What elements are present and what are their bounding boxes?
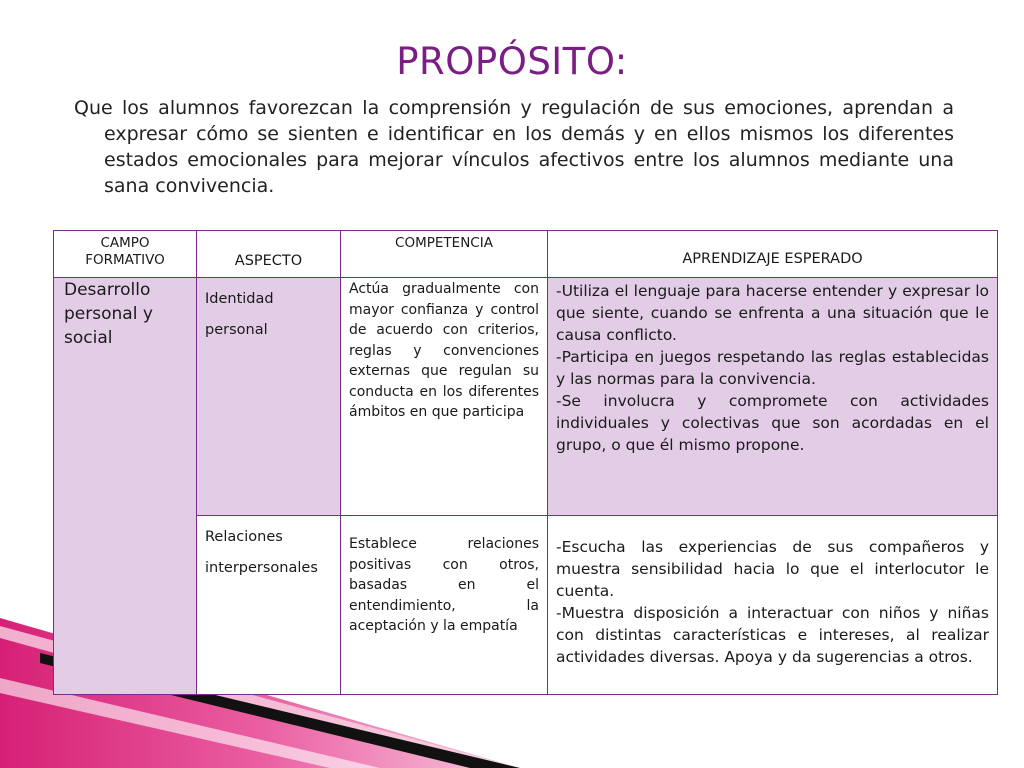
aprendizaje-item: -Utiliza el lenguaje para hacerse entender y expresar lo que siente, cuando se enfrenta a una situación que le causa conflicto. bbox=[556, 282, 989, 344]
aprendizaje-item: -Participa en juegos respetando las reglas establecidas y las normas para la convivencia. bbox=[556, 348, 989, 388]
competencia-cell: Establece relaciones positivas con otros, basadas en el entendimiento, la aceptación y la empatía bbox=[341, 516, 548, 695]
aprendizaje-item: -Escucha las experiencias de sus compañeros y muestra sensibilidad hacia lo que el interlocutor le cuenta. bbox=[556, 538, 989, 600]
header-aprendizaje-esperado: APRENDIZAJE ESPERADO bbox=[548, 231, 998, 278]
aprendizaje-item: -Muestra disposición a interactuar con niños y niñas con distintas características e intereses, al realizar actividades diversas. Apoya y da sugerencias a otros. bbox=[556, 604, 989, 666]
header-campo-formativo: CAMPO FORMATIVO bbox=[54, 231, 197, 278]
header-aspecto: ASPECTO bbox=[197, 231, 341, 278]
page-title: PROPÓSITO: bbox=[396, 40, 628, 83]
aprendizaje-cell bbox=[548, 278, 998, 516]
curriculum-table bbox=[53, 230, 998, 695]
table-header-row bbox=[54, 231, 998, 278]
purpose-paragraph bbox=[74, 95, 954, 199]
aprendizaje-cell bbox=[548, 516, 998, 695]
purpose-text: Que los alumnos favorezcan la comprensión y regulación de sus emociones, aprendan a expresar cómo se sienten e identificar en los demás y en ellos mismos los diferentes estados emocionales para mejorar vínculos afectivos entre los alumnos mediante una sana convivencia. bbox=[74, 97, 954, 197]
header-competencia: COMPETENCIA bbox=[341, 231, 548, 278]
aspecto-cell: Relaciones interpersonales bbox=[197, 516, 341, 695]
competencia-cell: Actúa gradualmente con mayor confianza y control de acuerdo con criterios, reglas y convenciones externas que regulan su conducta en los diferentes ámbitos en que participa bbox=[341, 278, 548, 516]
campo-formativo-cell: Desarrollo personal y social bbox=[54, 278, 197, 695]
aprendizaje-item: -Se involucra y compromete con actividades individuales y colectivas que son acordadas en el grupo, o que él mismo propone. bbox=[556, 392, 989, 454]
table-row bbox=[54, 278, 998, 516]
aspecto-cell: Identidad personal bbox=[197, 278, 341, 516]
